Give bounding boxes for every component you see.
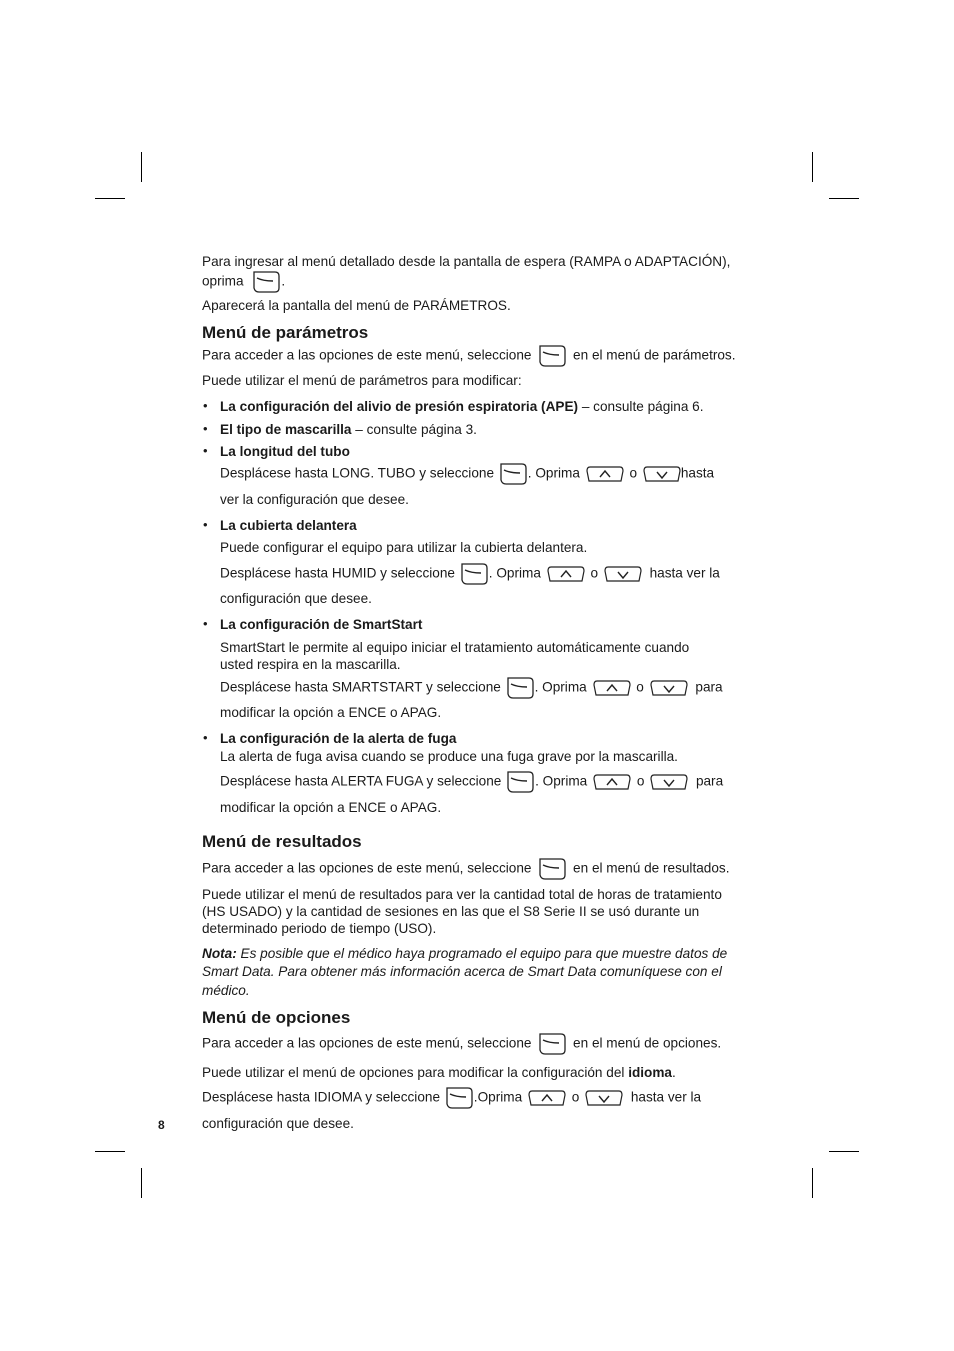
resultados-p-line-1: Puede utilizar el menú de resultados para ver la cantidad total de horas de tratamiento (202, 887, 722, 902)
crop-mark (829, 198, 859, 199)
text: en el menú de opciones. (573, 1035, 722, 1051)
note-line-3: médico. (202, 983, 250, 998)
smartstart-desc-1: SmartStart le permite al equipo iniciar el tratamiento automáticamente cuando (220, 640, 690, 655)
bullet: • (203, 443, 208, 458)
cover-instructions (220, 562, 720, 586)
down-key-icon (643, 465, 681, 483)
text: Desplácese hasta ALERTA FUGA y seleccione (220, 773, 502, 789)
text: Desplácese hasta SMARTSTART y seleccione (220, 679, 501, 695)
select-key-icon (444, 1086, 474, 1110)
list-item-cover-title: La cubierta delantera (220, 518, 357, 533)
select-key-icon (505, 676, 535, 700)
text: . Oprima (534, 679, 587, 695)
opciones-line-2: configuración que desee. (202, 1116, 354, 1131)
text: Es posible que el médico haya programado el equipo para que muestre datos de (236, 946, 728, 961)
text: . Oprima (488, 565, 541, 581)
text: Para acceder a las opciones de este menú, seleccione (202, 347, 532, 363)
bullet: • (203, 616, 208, 631)
select-key-icon (251, 270, 281, 294)
crop-mark (141, 1168, 142, 1198)
list-item-ape (220, 398, 704, 415)
intro-period: . (281, 273, 286, 289)
text: para (695, 773, 724, 789)
crop-mark (829, 1151, 859, 1152)
tube-instructions (220, 462, 714, 486)
resultados-p-line-2: (HS USADO) y la cantidad de sesiones en las que el S8 Serie II se usó durante un (202, 904, 700, 919)
resultados-p-line-3: determinado periodo de tiempo (USO). (202, 921, 437, 936)
text: o (636, 773, 645, 789)
select-key-icon (498, 462, 528, 486)
text: Desplácese hasta LONG. TUBO y seleccione (220, 465, 495, 481)
crop-mark (812, 152, 813, 182)
intro-line-3: Aparecerá la pantalla del menú de PARÁMETROS. (202, 298, 511, 313)
up-key-icon (547, 565, 585, 583)
text: Desplácese hasta IDIOMA y seleccione (202, 1089, 441, 1105)
select-key-icon (537, 857, 567, 881)
tube-line-2: ver la configuración que desee. (220, 492, 409, 507)
text: idioma (628, 1065, 672, 1080)
text: o (629, 465, 638, 481)
text: – consulte página 3. (351, 422, 477, 437)
text: . (672, 1065, 676, 1080)
text: . Oprima (527, 465, 580, 481)
resultados-access (202, 857, 729, 881)
bullet: • (203, 421, 208, 436)
leak-desc: La alerta de fuga avisa cuando se produce una fuga grave por la mascarilla. (220, 749, 678, 764)
down-key-icon (604, 565, 642, 583)
opciones-p-line-1 (202, 1064, 676, 1081)
text: Desplácese hasta HUMID y seleccione (220, 565, 455, 581)
intro-line-2 (202, 270, 285, 294)
text: en el menú de parámetros. (573, 347, 736, 363)
parametros-modify: Puede utilizar el menú de parámetros para modificar: (202, 373, 522, 388)
text: La configuración del alivio de presión espiratoria (APE) (220, 399, 579, 414)
intro-line-1: Para ingresar al menú detallado desde la pantalla de espera (RAMPA o ADAPTACIÓN), (202, 254, 731, 269)
smartstart-desc-2: usted respira en la mascarilla. (220, 657, 401, 672)
up-key-icon (593, 773, 631, 791)
page-number: 8 (158, 1118, 165, 1132)
text: Puede utilizar el menú de opciones para modificar la configuración del (202, 1065, 629, 1080)
select-key-icon (537, 1032, 567, 1056)
intro-oprima: oprima (202, 273, 244, 289)
up-key-icon (593, 679, 631, 697)
opciones-access (202, 1032, 721, 1056)
crop-mark (141, 152, 142, 182)
smartstart-line-2: modificar la opción a ENCE o APAG. (220, 705, 442, 720)
smartstart-instructions (220, 676, 723, 700)
text: para (695, 679, 723, 695)
up-key-icon (586, 465, 624, 483)
down-key-icon (585, 1089, 623, 1107)
text: Para acceder a las opciones de este menú, seleccione (202, 860, 532, 876)
down-key-icon (650, 679, 688, 697)
text: o (571, 1089, 580, 1105)
parametros-access (202, 344, 736, 368)
opciones-instructions (202, 1086, 701, 1110)
list-item-mask (220, 421, 477, 438)
text: hasta ver la (649, 565, 720, 581)
section-heading-parametros: Menú de parámetros (202, 323, 369, 342)
section-heading-resultados: Menú de resultados (202, 832, 362, 851)
text: en el menú de resultados. (573, 860, 730, 876)
select-key-icon (537, 344, 567, 368)
bullet: • (203, 730, 208, 745)
select-key-icon (505, 770, 535, 794)
text: El tipo de mascarilla (220, 422, 352, 437)
list-item-leak-title: La configuración de la alerta de fuga (220, 731, 457, 746)
text: hasta ver la (630, 1089, 702, 1105)
note-line-1 (202, 945, 727, 962)
note-label: Nota: (202, 946, 237, 961)
up-key-icon (528, 1089, 566, 1107)
text: o (590, 565, 599, 581)
down-key-icon (650, 773, 688, 791)
text: . Oprima (535, 773, 588, 789)
cover-desc: Puede configurar el equipo para utilizar la cubierta delantera. (220, 540, 588, 555)
crop-mark (95, 1151, 125, 1152)
crop-mark (812, 1168, 813, 1198)
list-item-smartstart-title: La configuración de SmartStart (220, 617, 423, 632)
bullet: • (203, 517, 208, 532)
text: – consulte página 6. (578, 399, 704, 414)
cover-line-2: configuración que desee. (220, 591, 372, 606)
select-key-icon (459, 562, 489, 586)
note-line-2: Smart Data. Para obtener más información acerca de Smart Data comuníquese con el (202, 964, 722, 979)
text: .Oprima (473, 1089, 523, 1105)
bullet: • (203, 398, 208, 413)
leak-instructions (220, 770, 723, 794)
text: o (636, 679, 644, 695)
list-item-tube-title: La longitud del tubo (220, 444, 350, 459)
section-heading-opciones: Menú de opciones (202, 1008, 351, 1027)
leak-line-2: modificar la opción a ENCE o APAG. (220, 800, 442, 815)
crop-mark (95, 198, 125, 199)
text: hasta (680, 465, 715, 481)
text: Para acceder a las opciones de este menú, seleccione (202, 1035, 532, 1051)
